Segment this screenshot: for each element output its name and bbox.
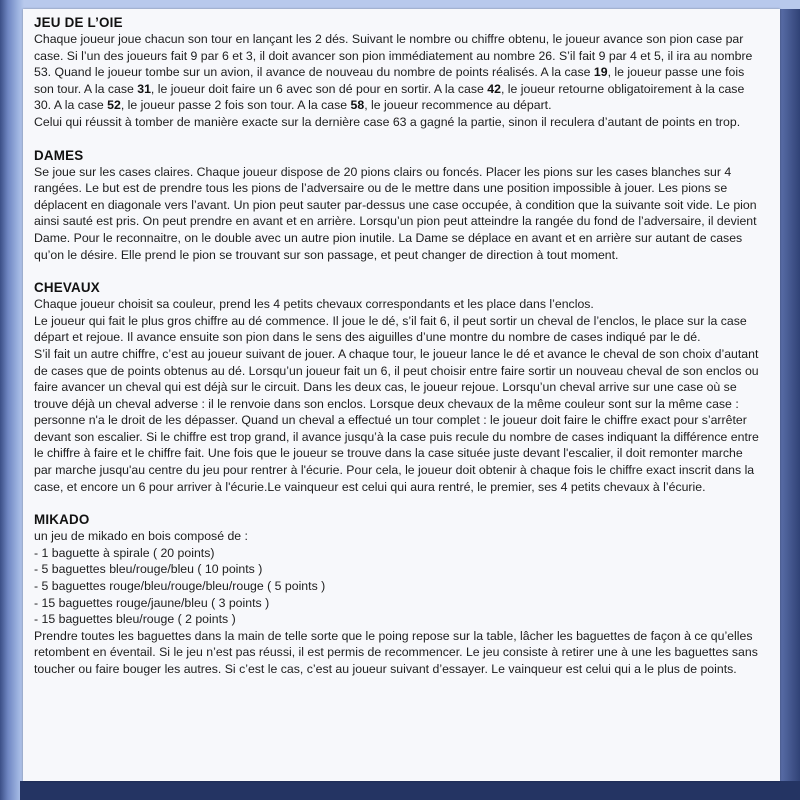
box-edge-right xyxy=(780,9,800,784)
mikado-items-list xyxy=(34,545,760,628)
section-paragraph: Chaque joueur choisit sa couleur, prend les 4 petits chevaux correspondants et les place dans l’enclos. xyxy=(34,297,594,312)
text-run: , le joueur recommence au départ. xyxy=(364,98,552,113)
list-item: - 1 baguette à spirale ( 20 points) xyxy=(34,545,215,560)
text-run: Chaque joueur joue chacun son tour en lançant les 2 dés. Suivant le nombre ou chiffre obtenu, le joueur avance son pion case par case. Si l’un des joueurs fait 9 par 6 et 3, il doit avancer son pion immédiatement au nombre 26. S’il fait 9 par 4 et 5, il ira au nombre 53. Quand le joueur tombe sur un avion, il avance de nouveau du nombre de points réalisés. A la case xyxy=(34,32,753,80)
section-paragraph: S’il fait un autre chiffre, c’est au joueur suivant de jouer. A chaque tour, le joueur lance le dé et avance le cheval de son choix d’autant de cases que de points obtenus au dé. Lorsqu’un joueur fait un 6, il peut choisir entre faire sortir un nouveau cheval de son enclos ou faire avancer un cheval qui est déjà sur le circuit. Dans les deux cas, le joueur rejoue. Lorsqu’un cheval arrive sur une case où se trouve déjà un cheval adverse : il le renvoie dans son enclos. Lorsque deux chevaux de la même couleur sont sur la même case : personne n'a le droit de les dépasser. Quand un cheval a effectué un tour complet : le joueur doit faire le chiffre exact pour s’arrêter devant son escalier. Si le chiffre est trop grand, il avance jusqu’à la case puis recule du nombre de cases indiquant la différence entre le chiffre à faire et le chiffre fait. Une fois que le joueur se trouve dans la case située juste devant l'escalier, il doit remonter marche par marche jusqu'au centre du jeu pour rentrer à l'écurie. Pour cela, le joueur doit obtenir à chaque fois le chiffre exact inscrit dans la case, et encore un 6 pour arriver à l'écurie.Le vainqueur est celui qui aura rentré, le premier, ses 4 petits chevaux à l’écurie. xyxy=(34,346,759,494)
section-intro: un jeu de mikado en bois composé de : xyxy=(34,529,248,544)
section-paragraph: Se joue sur les cases claires. Chaque joueur dispose de 20 pions clairs ou foncés. Placer les pions sur les cases blanches sur 4 rangées. Le but est de prendre tous les pions de l’adversaire ou de le mettre dans une position impossible à jouer. Les pions se déplacent en diagonale vers l’avant. Un pion peut sauter par-dessus une case occupée, à condition que la suivante soit vide. Le pion ainsi sauté est pris. On peut prendre en avant et en arrière. Lorsqu’un pion peut atteindre la rangée du fond de l’adversaire, il devient Dame. Pour le reconnaitre, on le double avec un autre pion inutile. La Dame se déplace en avant et en arrière sur autant de cases qu’on le désire. Elle prend le pion se trouvant sur son passage, et peut changer de direction à tout moment. xyxy=(34,164,757,262)
section-title: MIKADO xyxy=(34,512,90,528)
list-item: - 15 baguettes rouge/jaune/bleu ( 3 points ) xyxy=(34,595,270,610)
text-run: , le joueur retourne obligatoirement à la case 30. A la case xyxy=(34,81,745,113)
section-chevaux xyxy=(34,279,760,495)
list-item: - 5 baguettes rouge/bleu/rouge/bleu/rouge ( 5 points ) xyxy=(34,579,326,594)
section-paragraph: Celui qui réussit à tomber de manière exacte sur la dernière case 63 a gagné la partie, sinon il reculera d’autant de points en trop. xyxy=(34,114,741,129)
section-title: DAMES xyxy=(34,147,84,163)
section-paragraph xyxy=(34,31,760,114)
list-item: - 5 baguettes bleu/rouge/bleu ( 10 points ) xyxy=(34,562,263,577)
section-title: CHEVAUX xyxy=(34,280,100,296)
case-number: 19 xyxy=(593,65,608,80)
case-number: 42 xyxy=(487,81,501,96)
section-title: JEU DE L’OIE xyxy=(34,15,123,30)
section-paragraph: Prendre toutes les baguettes dans la main de telle sorte que le poing repose sur la table, lâcher les baguettes de façon à ce qu’elles retombent en éventail. Si le jeu n’est pas réussi, il est permis de recommencer. Le jeu consiste à retirer une à une les baguettes sans toucher ou faire bouger les autres. Si c’est le cas, c’est au joueur suivant d’essayer. Le vainqueur est celui qui a le plus de points. xyxy=(34,628,758,676)
section-paragraph: Le joueur qui fait le plus gros chiffre au dé commence. Il joue le dé, s’il fait 6, il peut sortir un cheval de l’enclos, le place sur la case départ et rejoue. Il avance ensuite son pion dans le sens des aiguilles d’une montre du nombre de cases indiqué par le dé. xyxy=(34,313,747,345)
section-jeu-de-loie xyxy=(34,14,760,131)
rules-content xyxy=(34,14,760,678)
text-run: , le joueur passe 2 fois son tour. A la case xyxy=(120,98,351,113)
case-number: 31 xyxy=(137,81,151,96)
case-number: 52 xyxy=(107,98,121,113)
section-dames xyxy=(34,147,760,264)
case-number: 58 xyxy=(350,98,365,113)
box-edge-bottom xyxy=(20,781,800,800)
text-run: , le joueur passe une fois son tour. A la case xyxy=(34,65,745,96)
section-mikado xyxy=(34,511,760,677)
text-run: , le joueur doit faire un 6 avec son dé pour en sortir. A la case xyxy=(150,81,488,96)
list-item: - 15 baguettes bleu/rouge ( 2 points ) xyxy=(34,612,236,627)
